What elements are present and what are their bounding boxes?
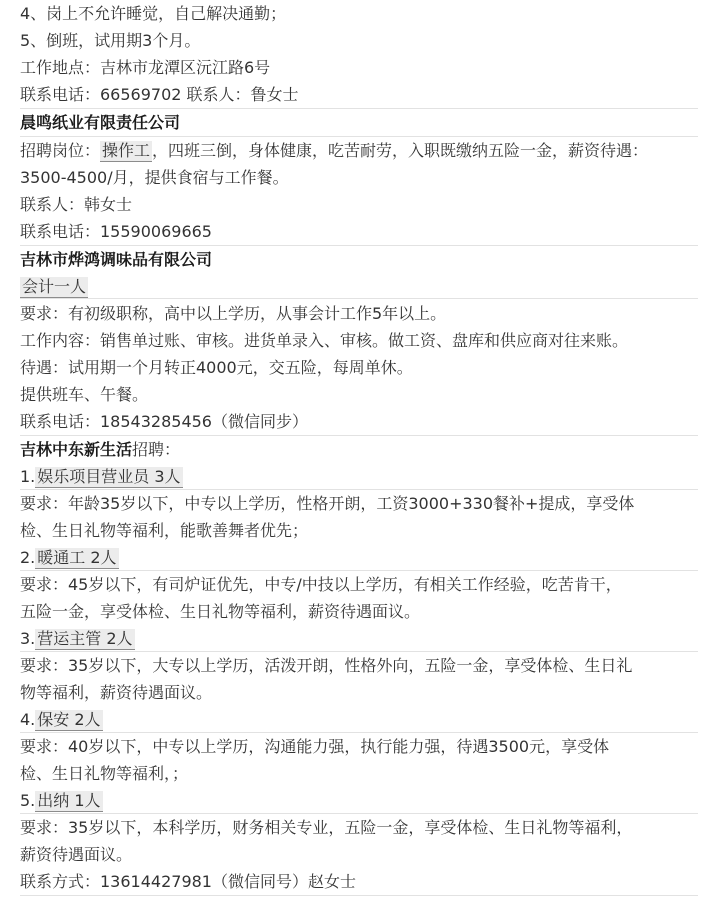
company-name-suffix: 招聘： (132, 440, 181, 459)
job-number: 4. (20, 710, 36, 729)
company-heading (20, 436, 705, 463)
job-number: 3. (20, 629, 36, 648)
job-title-line (20, 544, 705, 571)
job-title-line (20, 463, 705, 490)
job-title-line (20, 787, 705, 814)
requirement-line: 要求：45岁以下，有司炉证优先，中专/中技以上学历，有相关工作经验，吃苦肯干， (20, 575, 622, 594)
contact-person: 联系人：韩女士 (20, 195, 133, 214)
extra-line: 提供班车、午餐。 (20, 385, 149, 404)
job-title-line (20, 706, 705, 733)
company-name: 吉林中东新生活 (20, 440, 133, 459)
requirement-line: 4、岗上不允许睡觉，自己解决通勤； (20, 4, 287, 23)
requirement-line: 要求：年龄35岁以下，中专以上学历，性格开朗，工资3000+330餐补+提成，享受体 (20, 494, 635, 513)
position-tag: 操作工 (102, 141, 151, 160)
divider (20, 895, 698, 896)
requirement-line: 5、倒班，试用期3个月。 (20, 31, 201, 50)
job-title: 保安 2人 (37, 710, 101, 729)
recruit-line (20, 137, 705, 164)
requirement-line: 要求：有初级职称，高中以上学历，从事会计工作5年以上。 (20, 304, 447, 323)
job-title: 暖通工 2人 (37, 548, 117, 567)
salary-line: 3500-4500/月，提供食宿与工作餐。 (20, 168, 289, 187)
job-number: 5. (20, 791, 36, 810)
requirement-line: 五险一金，享受体检、生日礼物等福利，薪资待遇面议。 (20, 602, 421, 621)
contact-phone: 联系电话：18543285456（微信同步） (20, 412, 308, 431)
requirement-line: 要求：35岁以下，本科学历，财务相关专业，五险一金，享受体检、生日礼物等福利， (20, 818, 633, 837)
requirement-line: 检、生日礼物等福利，； (20, 764, 189, 783)
requirement-line: 要求：35岁以下，大专以上学历，活泼开朗，性格外向，五险一金，享受体检、生日礼 (20, 656, 633, 675)
job-number: 1. (20, 467, 36, 486)
company-name: 晨鸣纸业有限责任公司 (20, 113, 181, 132)
recruit-detail: ，四班三倒，身体健康，吃苦耐劳，入职既缴纳五险一金，薪资待遇： (152, 141, 649, 160)
position-tag: 会计一人 (22, 277, 87, 296)
requirement-line: 薪资待遇面议。 (20, 845, 133, 864)
contact-phone: 联系电话：15590069665 (20, 222, 212, 241)
job-number: 2. (20, 548, 36, 567)
job-title: 娱乐项目营业员 3人 (37, 467, 181, 486)
contact-line: 联系电话：66569702 联系人：鲁女士 (20, 85, 299, 104)
job-title: 出纳 1人 (37, 791, 101, 810)
position-line (20, 273, 705, 300)
duty-line: 工作内容：销售单过账、审核。进货单录入、审核。做工资、盘库和供应商对往来账。 (20, 331, 629, 350)
company-name: 吉林市烨鸿调味品有限公司 (20, 250, 213, 269)
divider (20, 298, 698, 299)
job-title: 营运主管 2人 (37, 629, 133, 648)
requirement-line: 物等福利，薪资待遇面议。 (20, 683, 213, 702)
work-location: 工作地点：吉林市龙潭区沅江路6号 (20, 58, 271, 77)
pay-line: 待遇：试用期一个月转正4000元，交五险，每周单休。 (20, 358, 413, 377)
contact-line: 联系方式：13614427981（微信同号）赵女士 (20, 872, 356, 891)
requirement-line: 要求：40岁以下，中专以上学历，沟通能力强，执行能力强，待遇3500元，享受体 (20, 737, 610, 756)
requirement-line: 检、生日礼物等福利，能歌善舞者优先； (20, 521, 309, 540)
recruit-prefix: 招聘岗位： (20, 141, 101, 160)
job-title-line (20, 625, 705, 652)
